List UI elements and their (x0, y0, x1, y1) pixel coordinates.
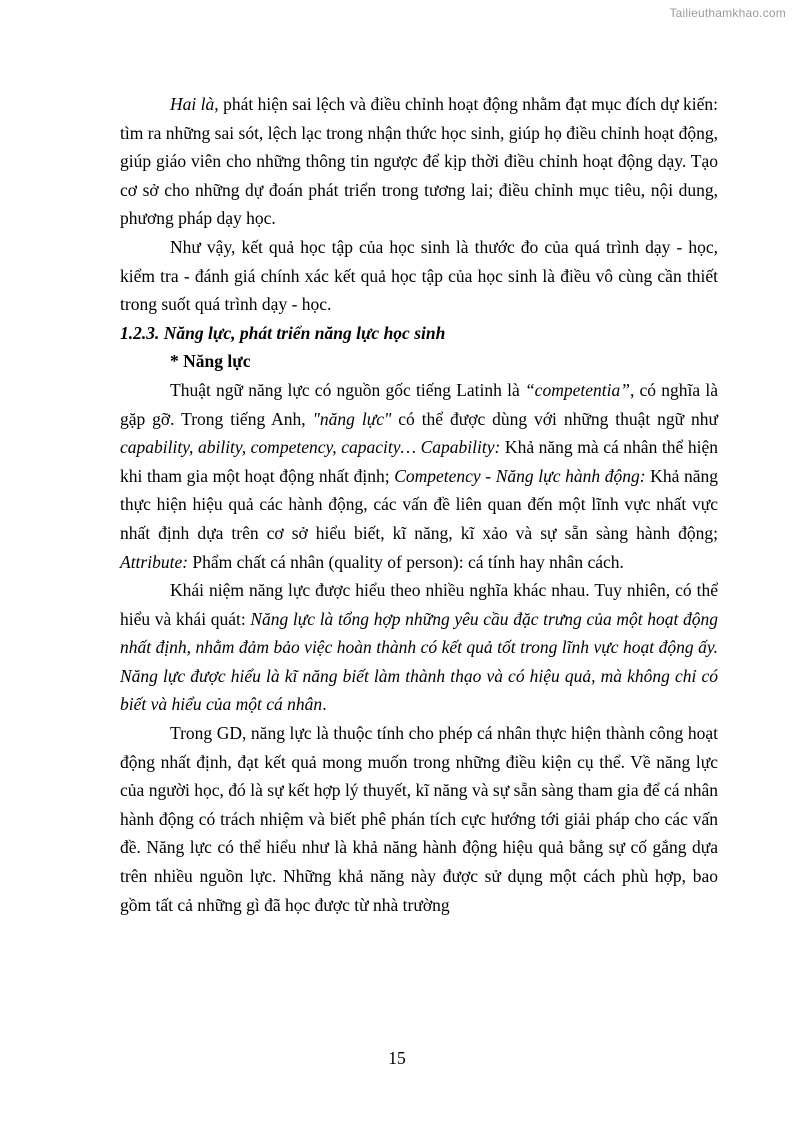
paragraph-3-italic-5: Attribute: (120, 551, 189, 572)
paragraph-3-text-2: , có nghĩa là gặp gỡ. Trong tiếng Anh, (120, 379, 718, 429)
section-heading: 1.2.3. Năng lực, phát triển năng lực học sinh (120, 322, 446, 343)
paragraph-1-text: , phát hiện sai lệch và điều chỉnh hoạt động nhằm đạt mục đích dự kiến: tìm ra những sai sót, lệch lạc trong nhận thức học sinh, giúp họ điều chỉnh hoạt động, giúp giáo viên cho những thông tin ngược để kịp thời điều chỉnh hoạt động dạy. Tạo cơ sở cho những dự đoán phát triển trong tương lai; điều chỉnh mục tiêu, nội dung, phương pháp dạy học. (120, 94, 718, 229)
paragraph-1-lead: Hai là (170, 94, 215, 114)
subheading: * Năng lực (170, 351, 251, 372)
paragraph-3-text-4: Khả năng mà cá nhân thể hiện khi tham gia một hoạt động nhất định; (120, 437, 718, 486)
paragraph-3-italic-4: Competency - Năng lực hành động: (394, 465, 646, 486)
paragraph-3-text-1: Thuật ngữ năng lực có nguồn gốc tiếng Latinh là (170, 379, 525, 400)
paragraph-3-italic-3: capability, ability, competency, capacity… Capability: (120, 437, 501, 458)
paragraph-5: Trong GD, năng lực là thuộc tính cho phép cá nhân thực hiện thành công hoạt động nhất định, đạt kết quả mong muốn trong những điều kiện cụ thể. Về năng lực của người học, đó là sự kết hợp lý thuyết, kĩ năng và sự sẵn sàng tham gia để cá nhân hành động có trách nhiệm và biết phê phán tích cực hướng tới giải pháp cho các vấn đề. Năng lực có thể hiểu như là khả năng hành động hiệu quả bằng sự cố gắng dựa trên nhiều nguồn lực. Những khả năng này được sử dụng một cách phù hợp, bao gồm tất cả những gì đã học được từ nhà trường (120, 723, 718, 915)
paragraph-4-text-1: Khái niệm năng lực được hiểu theo nhiều nghĩa khác nhau. Tuy nhiên, có thể hiểu và khái quát: (120, 580, 718, 629)
document-body (120, 90, 718, 919)
paragraph-3-text-6: Phẩm chất cá nhân (quality of person): cá tính hay nhân cách. (188, 551, 624, 572)
page-number: 15 (388, 1048, 406, 1068)
paragraph-3-text-3: có thể được dùng với những thuật ngữ như (391, 408, 718, 429)
paragraph-1 (120, 90, 718, 233)
paragraph-2-text: Như vậy, kết quả học tập của học sinh là thước đo của quá trình dạy - học, kiểm tra - đánh giá chính xác kết quả học tập của học sinh là điều vô cùng cần thiết trong suốt quá trình dạy - học. (120, 236, 718, 315)
paragraph-4 (120, 576, 718, 719)
paragraph-2 (120, 233, 718, 319)
watermark: Tailieuthamkhao.com (669, 6, 786, 20)
paragraph-3 (120, 376, 718, 576)
paragraph-3-italic-1: “competentia” (524, 379, 630, 400)
paragraph-4-italic-1: Năng lực là tổng hợp những yêu cầu đặc trưng của một hoạt động nhất định, nhằm đảm bảo việc hoàn thành có kết quả tốt trong lĩnh vực hoạt động ấy. Năng lực được hiểu là kĩ năng biết làm thành thạo và có hiệu quả, mà không chỉ có biết và hiểu của một cá nhân (120, 608, 718, 715)
paragraph-3-italic-2: "năng lực" (312, 408, 392, 429)
paragraph-4-text-2: . (322, 694, 327, 715)
paragraph-3-text-5: Khả năng thực hiện hiệu quả các hành động, các vấn đề liên quan đến một lĩnh vực nhất vực nhất định dựa trên cơ sở hiểu biết, kĩ năng, kĩ xảo và sự sẵn sàng hành động; (120, 465, 718, 543)
